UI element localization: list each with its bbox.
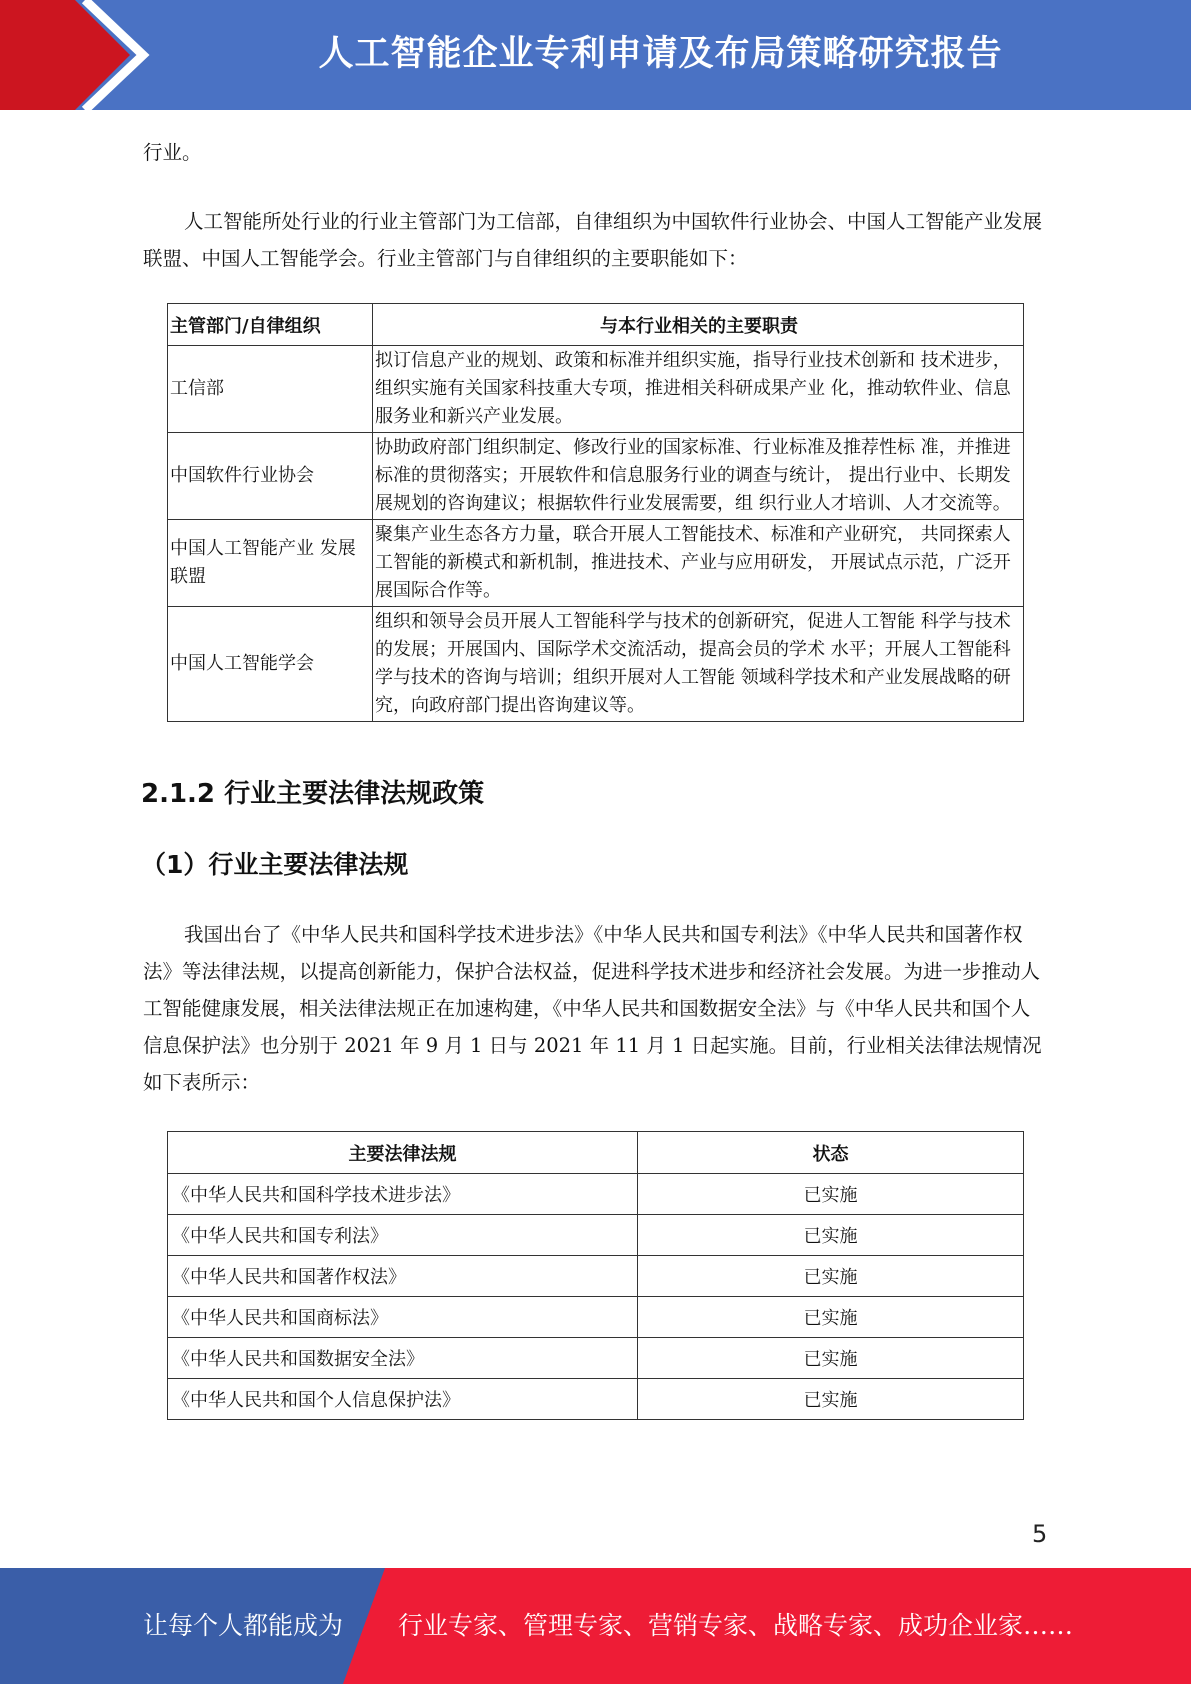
paragraph-laws: 我国出台了《中华人民共和国科学技术进步法》《中华人民共和国专利法》《中华人民共和国著作权法》等法律法规，以提高创新能力，保护合法权益，促进科学技术进步和经济社会发展。为进一步推动人工智能健康发展，相关法律法规正在加速构建，《中华人民共和国数据安全法》与《中华人民共和国个人信息保护法》也分别于 2021 年 9 月 1 日与 2021 年 11 月 1 日起实施。目前，行业相关法律法规情况如下表所示： <box>143 923 1042 1094</box>
table-row <box>168 1338 1024 1379</box>
table-row <box>168 433 1024 520</box>
dept-cell: 工信部 <box>168 346 373 433</box>
table-header-cell: 状态 <box>638 1132 1024 1174</box>
status-cell: 已实施 <box>638 1174 1024 1215</box>
table-row <box>168 520 1024 607</box>
laws-table <box>167 1131 1024 1420</box>
law-cell: 《中华人民共和国商标法》 <box>168 1297 638 1338</box>
table-header-cell: 主要法律法规 <box>168 1132 638 1174</box>
duty-cell: 聚集产业生态各方力量，联合开展人工智能技术、标准和产业研究， 共同探索人工智能的新模式和新机制，推进技术、产业与应用研发， 开展试点示范，广泛开展国际合作等。 <box>373 520 1024 607</box>
duty-cell: 协助政府部门组织制定、修改行业的国家标准、行业标准及推荐性标 准，并推进标准的贯彻落实；开展软件和信息服务行业的调查与统计， 提出行业中、长期发展规划的咨询建议；根据软件行业发展需要，组 织行业人才培训、人才交流等。 <box>373 433 1024 520</box>
status-cell: 已实施 <box>638 1379 1024 1420</box>
paragraph-continuation: 行业。 <box>143 141 202 164</box>
law-cell: 《中华人民共和国著作权法》 <box>168 1256 638 1297</box>
table-row <box>168 1379 1024 1420</box>
table-row <box>168 1215 1024 1256</box>
table-row <box>168 607 1024 722</box>
table-header-row <box>168 304 1024 346</box>
report-title: 人工智能企业专利申请及布局策略研究报告 <box>318 34 1003 74</box>
footer-slogan-right: 行业专家、管理专家、营销专家、战略专家、成功企业家…… <box>398 1611 1074 1640</box>
page-number: 5 <box>1032 1520 1048 1548</box>
table-row <box>168 1174 1024 1215</box>
law-cell: 《中华人民共和国数据安全法》 <box>168 1338 638 1379</box>
dept-cell: 中国人工智能产业 发展联盟 <box>168 520 373 607</box>
paragraph-intro: 人工智能所处行业的行业主管部门为工信部，自律组织为中国软件行业协会、中国人工智能产业发展联盟、中国人工智能学会。行业主管部门与自律组织的主要职能如下： <box>143 210 1043 270</box>
section-heading: 2.1.2 行业主要法律法规政策 <box>141 779 485 809</box>
status-cell: 已实施 <box>638 1256 1024 1297</box>
dept-cell: 中国人工智能学会 <box>168 607 373 722</box>
status-cell: 已实施 <box>638 1338 1024 1379</box>
law-cell: 《中华人民共和国专利法》 <box>168 1215 638 1256</box>
subsection-heading: （1）行业主要法律法规 <box>141 850 409 879</box>
table-row <box>168 1256 1024 1297</box>
table-row <box>168 1297 1024 1338</box>
table-header-cell: 与本行业相关的主要职责 <box>373 304 1024 346</box>
status-cell: 已实施 <box>638 1297 1024 1338</box>
header-banner <box>0 0 1191 110</box>
law-cell: 《中华人民共和国个人信息保护法》 <box>168 1379 638 1420</box>
table-row <box>168 346 1024 433</box>
duty-cell: 拟订信息产业的规划、政策和标准并组织实施，指导行业技术创新和 技术进步，组织实施有关国家科技重大专项，推进相关科研成果产业 化，推动软件业、信息服务业和新兴产业发展。 <box>373 346 1024 433</box>
law-cell: 《中华人民共和国科学技术进步法》 <box>168 1174 638 1215</box>
status-cell: 已实施 <box>638 1215 1024 1256</box>
dept-cell: 中国软件行业协会 <box>168 433 373 520</box>
duty-cell: 组织和领导会员开展人工智能科学与技术的创新研究，促进人工智能 科学与技术的发展；开展国内、国际学术交流活动，提高会员的学术 水平；开展人工智能科学与技术的咨询与培训；组织开展对人工智能 领域科学技术和产业发展战略的研究，向政府部门提出咨询建议等。 <box>373 607 1024 722</box>
footer-banner <box>0 1568 1191 1684</box>
duties-table <box>167 303 1024 722</box>
table-header-cell: 主管部门/自律组织 <box>168 304 373 346</box>
header-arrow-decoration <box>0 0 160 110</box>
footer-slogan-left: 让每个人都能成为 <box>143 1611 344 1640</box>
table-header-row <box>168 1132 1024 1174</box>
